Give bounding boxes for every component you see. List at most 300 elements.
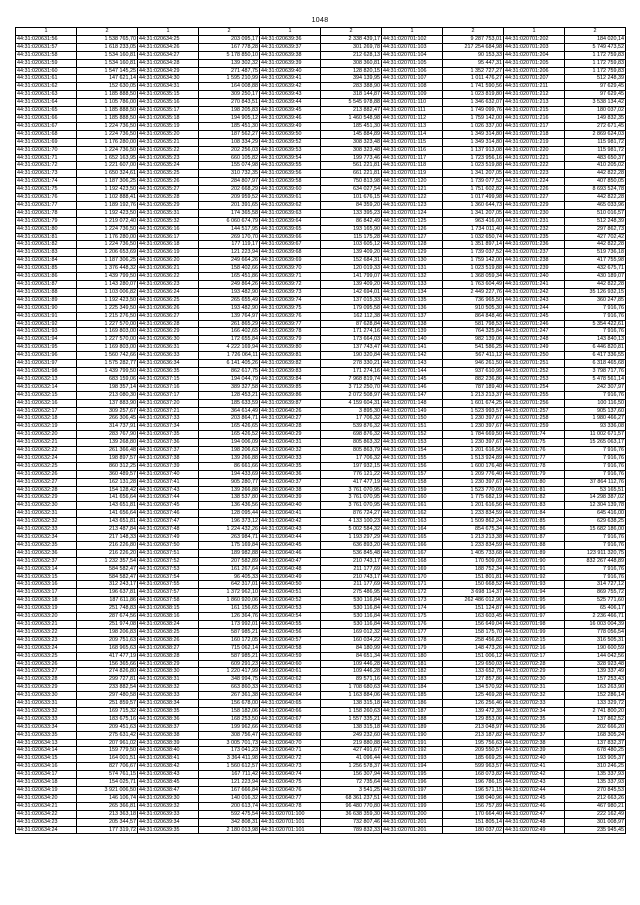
cadastral-value-cell: 1 169 803,00: [77, 328, 138, 336]
cadastral-value-cell: 342 808,31: [199, 818, 260, 826]
cadastral-number-cell: 44:31:020701:109: [382, 91, 443, 99]
cadastral-value-cell: 530 116,84: [321, 597, 382, 605]
table-row: [16, 154, 626, 162]
cadastral-value-cell: 151 006,12: [443, 652, 504, 660]
cadastral-value-cell: 283 388,90: [321, 83, 382, 91]
cadastral-value-cell: 1 192 423,50: [77, 186, 138, 194]
cadastral-value-cell: 126 256,46: [443, 700, 504, 708]
cadastral-value-cell: 213 048,97: [443, 723, 504, 731]
cadastral-number-cell: 44:31:020701:212: [504, 91, 565, 99]
cadastral-value-cell: 3 712 250,70: [321, 383, 382, 391]
cadastral-value-cell: 483 650,37: [565, 154, 626, 162]
cadastral-number-cell: 44:31:020639:46: [260, 114, 321, 122]
cadastral-number-cell: 44:31:020701:226: [504, 186, 565, 194]
table-row: [16, 225, 626, 233]
cadastral-value-cell: 308 360,81: [321, 59, 382, 67]
cadastral-number-cell: 44:31:020634:21: [16, 802, 77, 810]
cadastral-number-cell: 44:31:020640:52: [260, 597, 321, 605]
table-row: [16, 802, 626, 810]
cadastral-value-cell: 1 224 432,26: [199, 526, 260, 534]
table-row: [16, 447, 626, 455]
cadastral-value-cell: 3 761 070,95: [321, 494, 382, 502]
cadastral-number-cell: 44:31:020640:33: [260, 454, 321, 462]
table-row: [16, 35, 626, 43]
cadastral-number-cell: 44:31:020701:90: [504, 557, 565, 565]
cadastral-value-cell: 142 694,01: [321, 288, 382, 296]
cadastral-value-cell: 89 571,16: [321, 676, 382, 684]
table-row: [16, 486, 626, 494]
cadastral-number-cell: 44:31:020701:221: [504, 154, 565, 162]
cadastral-value-cell: 163 603,45: [443, 613, 504, 621]
cadastral-value-cell: 1 741 590,56: [443, 83, 504, 91]
cadastral-number-cell: 44:31:020701:140: [382, 336, 443, 344]
cadastral-number-cell: 44:31:020640:68: [260, 723, 321, 731]
cadastral-number-cell: 44:31:020638:45: [138, 779, 199, 787]
cadastral-number-cell: 44:31:020701:95: [504, 597, 565, 605]
cadastral-number-cell: 44:31:020633:23: [16, 636, 77, 644]
table-row: [16, 707, 626, 715]
cadastral-value-cell: 210 743,17: [321, 557, 382, 565]
cadastral-value-cell: 90 153,33: [443, 51, 504, 59]
cadastral-value-cell: 184 020,14: [565, 35, 626, 43]
cadastral-value-cell: 1 172 759,83: [565, 59, 626, 67]
cadastral-value-cell: 854 675,34: [443, 526, 504, 534]
cadastral-value-cell: 7 916,76: [565, 565, 626, 573]
cadastral-number-cell: 44:31:020702:34: [504, 707, 565, 715]
cadastral-number-cell: 44:31:020701:175: [382, 613, 443, 621]
cadastral-number-cell: 44:31:020701:102: [382, 35, 443, 43]
cadastral-value-cell: 5 354 422,61: [565, 320, 626, 328]
cadastral-number-cell: 44:31:020701:203: [504, 43, 565, 51]
cadastral-number-cell: 44:31:020701:240: [504, 273, 565, 281]
cadastral-value-cell: 1 652 163,95: [77, 154, 138, 162]
cadastral-value-cell: 198 206,83: [77, 628, 138, 636]
cadastral-value-cell: 194 044,79: [199, 375, 260, 383]
cadastral-number-cell: 44:31:020632:14: [16, 383, 77, 391]
cadastral-value-cell: 158 175,70: [443, 628, 504, 636]
cadastral-number-cell: 44:31:020701:82: [504, 494, 565, 502]
cadastral-value-cell: 150 668,52: [443, 581, 504, 589]
cadastral-number-cell: 44:31:020633:26: [16, 660, 77, 668]
cadastral-number-cell: 44:31:020701:256: [504, 399, 565, 407]
cadastral-number-cell: 44:31:020701:149: [382, 407, 443, 415]
cadastral-number-cell: 44:31:020640:74: [260, 771, 321, 779]
cadastral-value-cell: 6 141 405,26: [199, 360, 260, 368]
cadastral-number-cell: 44:31:020701:101: [260, 818, 321, 826]
cadastral-number-cell: 44:31:020701:222: [504, 162, 565, 170]
cadastral-number-cell: 44:31:020638:26: [138, 636, 199, 644]
cadastral-value-cell: 308 323,48: [321, 138, 382, 146]
cadastral-value-cell: 1 523 993,57: [443, 407, 504, 415]
cadastral-number-cell: 44:31:020701:193: [382, 755, 443, 763]
table-row: [16, 684, 626, 692]
cadastral-value-cell: 1 372 962,10: [199, 589, 260, 597]
cadastral-value-cell: 1 346 632,07: [443, 99, 504, 107]
cadastral-number-cell: 44:31:020701:192: [382, 747, 443, 755]
cadastral-value-cell: 185 669,25: [443, 755, 504, 763]
cadastral-value-cell: 207 961,02: [77, 739, 138, 747]
cadastral-value-cell: 14 298 387,02: [565, 494, 626, 502]
cadastral-number-cell: 44:31:020636:34: [138, 360, 199, 368]
cadastral-value-cell: 1 547 145,25: [77, 67, 138, 75]
cadastral-value-cell: 1 220 417,99: [199, 668, 260, 676]
cadastral-value-cell: 86 842,49: [321, 217, 382, 225]
cadastral-number-cell: 44:31:020640:47: [260, 557, 321, 565]
cadastral-value-cell: 314 737,91: [77, 423, 138, 431]
cadastral-number-cell: 44:31:020631:66: [16, 114, 77, 122]
cadastral-value-cell: 2 741 800,20: [565, 707, 626, 715]
table-row: [16, 415, 626, 423]
cadastral-value-cell: 189 982,88: [199, 549, 260, 557]
cadastral-number-cell: 44:31:020702:45: [504, 794, 565, 802]
cadastral-number-cell: 44:31:020638:40: [138, 747, 199, 755]
cadastral-number-cell: 44:31:020701:198: [382, 794, 443, 802]
cadastral-value-cell: 1 103 006,82: [77, 288, 138, 296]
table-row: [16, 534, 626, 542]
table-row: [16, 399, 626, 407]
cadastral-number-cell: 44:31:020640:70: [260, 739, 321, 747]
cadastral-number-cell: 44:31:020638:29: [138, 660, 199, 668]
cadastral-value-cell: 275 631,42: [77, 731, 138, 739]
cadastral-number-cell: 44:31:020639:68: [260, 249, 321, 257]
cadastral-number-cell: 44:31:020636:16: [138, 225, 199, 233]
cadastral-value-cell: 1 158 260,63: [321, 707, 382, 715]
cadastral-value-cell: 3 921 006,50: [77, 787, 138, 795]
cadastral-value-cell: 1 534 160,81: [77, 51, 138, 59]
cadastral-value-cell: 185 451,30: [199, 122, 260, 130]
cadastral-number-cell: 44:31:020701:74: [504, 431, 565, 439]
cadastral-value-cell: 166 402,65: [199, 328, 260, 336]
table-row: [16, 328, 626, 336]
cadastral-value-cell: 3 698 114,37: [443, 589, 504, 597]
cadastral-number-cell: 44:31:020701:93: [504, 581, 565, 589]
cadastral-value-cell: 198 206,63: [199, 447, 260, 455]
table-row: [16, 715, 626, 723]
cadastral-number-cell: 44:31:020638:42: [138, 763, 199, 771]
cadastral-number-cell: 44:31:020638:31: [138, 676, 199, 684]
cadastral-number-cell: 44:31:020639:44: [260, 99, 321, 107]
cadastral-value-cell: 139 472,39: [443, 707, 504, 715]
cadastral-value-cell: 876 724,27: [321, 510, 382, 518]
cadastral-value-cell: 249 664,26: [199, 257, 260, 265]
cadastral-number-cell: 44:31:020701:173: [382, 597, 443, 605]
cadastral-number-cell: 44:31:020701:170: [382, 573, 443, 581]
cadastral-number-cell: 44:31:020631:85: [16, 265, 77, 273]
cadastral-number-cell: 44:31:020639:58: [260, 178, 321, 186]
cadastral-value-cell: 133 395,23: [321, 209, 382, 217]
cadastral-value-cell: 213 363,18: [77, 810, 138, 818]
cadastral-value-cell: 7 916,76: [565, 391, 626, 399]
table-row: [16, 170, 626, 178]
cadastral-value-cell: 629 638,25: [565, 518, 626, 526]
table-row: [16, 146, 626, 154]
cadastral-value-cell: 882 236,86: [443, 375, 504, 383]
cadastral-number-cell: 44:31:020631:62: [16, 83, 77, 91]
table-row: [16, 265, 626, 273]
cadastral-number-cell: 44:31:020638:35: [138, 707, 199, 715]
cadastral-value-cell: 348 994,75: [199, 676, 260, 684]
cadastral-number-cell: 44:31:020701:206: [504, 67, 565, 75]
cadastral-number-cell: 44:31:020701:247: [504, 328, 565, 336]
cadastral-number-cell: 44:31:020701:154: [382, 447, 443, 455]
cadastral-value-cell: 1 368 059,34: [443, 273, 504, 281]
cadastral-value-cell: 789 832,33: [321, 826, 382, 834]
cadastral-value-cell: 905 280,77: [199, 478, 260, 486]
cadastral-number-cell: 44:31:020701:103: [382, 43, 443, 51]
cadastral-number-cell: 44:31:020635:25: [138, 170, 199, 178]
cadastral-number-cell: 44:31:020701:180: [382, 652, 443, 660]
table-row: [16, 233, 626, 241]
cadastral-number-cell: 44:31:020701:134: [382, 288, 443, 296]
cadastral-value-cell: 163 263,90: [565, 684, 626, 692]
header-cell: 1: [138, 28, 199, 36]
cadastral-value-cell: 121 223,94: [199, 779, 260, 787]
cadastral-number-cell: 44:31:020638:30: [138, 668, 199, 676]
cadastral-value-cell: 261 366,48: [77, 447, 138, 455]
cadastral-number-cell: 44:31:020639:64: [260, 217, 321, 225]
cadastral-value-cell: 135 337,93: [565, 779, 626, 787]
header-cell: 1: [504, 28, 565, 36]
cadastral-number-cell: 44:31:020632:30: [16, 502, 77, 510]
cadastral-value-cell: 198 205,83: [199, 107, 260, 115]
cadastral-number-cell: 44:31:020639:35: [138, 826, 199, 834]
cadastral-value-cell: 660 105,82: [199, 154, 260, 162]
cadastral-value-cell: 1 513 924,89: [443, 454, 504, 462]
cadastral-value-cell: 297 862,73: [565, 225, 626, 233]
cadastral-number-cell: 44:31:020631:59: [16, 59, 77, 67]
cadastral-value-cell: 207 582,89: [199, 557, 260, 565]
cadastral-number-cell: 44:31:020631:71: [16, 154, 77, 162]
cadastral-value-cell: 170 509,09: [443, 557, 504, 565]
cadastral-number-cell: 44:31:020634:18: [16, 779, 77, 787]
cadastral-number-cell: 44:31:020640:45: [260, 541, 321, 549]
cadastral-value-cell: 512 248,39: [565, 75, 626, 83]
cadastral-number-cell: 44:31:020701:136: [382, 304, 443, 312]
cadastral-number-cell: 44:31:020633:31: [16, 700, 77, 708]
cadastral-number-cell: 44:31:020640:66: [260, 707, 321, 715]
cadastral-value-cell: 1 523 770,09: [443, 486, 504, 494]
cadastral-number-cell: 44:31:020701:207: [504, 75, 565, 83]
cadastral-number-cell: 44:31:020702:33: [504, 700, 565, 708]
cadastral-number-cell: 44:31:020633:27: [16, 668, 77, 676]
cadastral-number-cell: 44:31:020635:20: [138, 130, 199, 138]
cadastral-number-cell: 44:31:020631:89: [16, 296, 77, 304]
cadastral-number-cell: 44:31:020632:17: [16, 407, 77, 415]
cadastral-number-cell: 44:31:020702:29: [504, 668, 565, 676]
cadastral-number-cell: 44:31:020701:191: [382, 739, 443, 747]
cadastral-number-cell: 44:31:020701:106: [382, 67, 443, 75]
cadastral-value-cell: 140 016,32: [199, 794, 260, 802]
cadastral-number-cell: 44:31:020633:28: [16, 676, 77, 684]
cadastral-number-cell: 44:31:020640:46: [260, 549, 321, 557]
cadastral-value-cell: 5 002 584,32: [321, 526, 382, 534]
cadastral-value-cell: 394 139,95: [321, 75, 382, 83]
cadastral-value-cell: 173 664,03: [321, 336, 382, 344]
cadastral-number-cell: 44:31:020639:40: [260, 67, 321, 75]
cadastral-number-cell: 44:31:020701:213: [504, 99, 565, 107]
cadastral-value-cell: 427 491,67: [321, 747, 382, 755]
cadastral-number-cell: 44:31:020638:47: [138, 787, 199, 795]
cadastral-number-cell: 44:31:020701:124: [382, 209, 443, 217]
cadastral-value-cell: 530 116,84: [321, 605, 382, 613]
cadastral-number-cell: 44:31:020636:30: [138, 336, 199, 344]
cadastral-number-cell: 44:31:020637:55: [138, 581, 199, 589]
cadastral-value-cell: 645 416,00: [565, 510, 626, 518]
cadastral-number-cell: 44:31:020631:90: [16, 304, 77, 312]
cadastral-value-cell: 512 248,39: [565, 217, 626, 225]
table-row: [16, 360, 626, 368]
cadastral-value-cell: 567 411,12: [443, 352, 504, 360]
cadastral-number-cell: 44:31:020702:42: [504, 771, 565, 779]
cadastral-number-cell: 44:31:020701:220: [504, 146, 565, 154]
cadastral-value-cell: 7 916,76: [565, 470, 626, 478]
cadastral-number-cell: 44:31:020701:152: [382, 431, 443, 439]
cadastral-value-cell: 8 693 524,78: [565, 186, 626, 194]
cadastral-value-cell: 314 727,12: [565, 581, 626, 589]
cadastral-number-cell: 44:31:020638:28: [138, 652, 199, 660]
cadastral-value-cell: 299 727,81: [77, 676, 138, 684]
cadastral-value-cell: 97 629,45: [565, 91, 626, 99]
cadastral-number-cell: 44:31:020635:23: [138, 154, 199, 162]
cadastral-number-cell: 44:31:020701:107: [382, 75, 443, 83]
cadastral-value-cell: 1 232 357,54: [77, 557, 138, 565]
cadastral-number-cell: 44:31:020635:22: [138, 146, 199, 154]
cadastral-value-cell: 265 655,49: [199, 296, 260, 304]
cadastral-value-cell: 203 864,71: [199, 415, 260, 423]
table-row: [16, 99, 626, 107]
cadastral-value-cell: 1 341 207,05: [443, 209, 504, 217]
cadastral-value-cell: 7 916,76: [565, 462, 626, 470]
cadastral-number-cell: 44:31:020701:166: [382, 541, 443, 549]
cadastral-number-cell: 44:31:020632:22: [16, 447, 77, 455]
cadastral-number-cell: 44:31:020701:236: [504, 241, 565, 249]
cadastral-number-cell: 44:31:020639:62: [260, 201, 321, 209]
cadastral-value-cell: 144 042,56: [565, 652, 626, 660]
cadastral-value-cell: 283 767,90: [77, 431, 138, 439]
cadastral-number-cell: 44:31:020640:61: [260, 668, 321, 676]
cadastral-number-cell: 44:31:020702:32: [504, 692, 565, 700]
header-cell: 1: [260, 28, 321, 36]
table-row: [16, 755, 626, 763]
table-row: [16, 494, 626, 502]
cadastral-number-cell: 44:31:020640:60: [260, 660, 321, 668]
cadastral-value-cell: 202 666,20: [565, 723, 626, 731]
cadastral-value-cell: 199 962,66: [199, 723, 260, 731]
cadastral-value-cell: 1 011 476,27: [443, 75, 504, 83]
table-row: [16, 383, 626, 391]
cadastral-value-cell: 1 751 602,82: [443, 186, 504, 194]
cadastral-number-cell: 44:31:020701:156: [382, 462, 443, 470]
cadastral-value-cell: 2 869 624,03: [565, 130, 626, 138]
cadastral-number-cell: 44:31:020640:59: [260, 652, 321, 660]
cadastral-number-cell: 44:31:020701:231: [504, 217, 565, 225]
cadastral-number-cell: 44:31:020632:32: [16, 518, 77, 526]
cadastral-value-cell: 442 822,28: [565, 194, 626, 202]
cadastral-value-cell: 36 638 359,30: [321, 810, 382, 818]
cadastral-number-cell: 44:31:020633:21: [16, 620, 77, 628]
cadastral-value-cell: 1 775 682,19: [443, 494, 504, 502]
cadastral-number-cell: 44:31:020701:105: [382, 59, 443, 67]
cadastral-value-cell: 151 805,14: [443, 818, 504, 826]
cadastral-number-cell: 44:31:020635:21: [138, 138, 199, 146]
cadastral-value-cell: 274 826,80: [77, 668, 138, 676]
table-row: [16, 794, 626, 802]
cadastral-number-cell: 44:31:020639:50: [260, 130, 321, 138]
cadastral-value-cell: 364 614,49: [199, 407, 260, 415]
table-row: [16, 660, 626, 668]
cadastral-number-cell: 44:31:020633:18: [16, 597, 77, 605]
cadastral-number-cell: 44:31:020633:30: [16, 692, 77, 700]
cadastral-number-cell: 44:31:020633:19: [16, 605, 77, 613]
cadastral-value-cell: 736 965,50: [443, 296, 504, 304]
cadastral-value-cell: 642 317,01: [199, 581, 260, 589]
cadastral-number-cell: 44:31:020631:57: [16, 43, 77, 51]
cadastral-number-cell: 44:31:020631:96: [16, 352, 77, 360]
cadastral-number-cell: 44:31:020634:29: [138, 67, 199, 75]
cadastral-value-cell: 309 257,67: [77, 407, 138, 415]
cadastral-number-cell: 44:31:020639:66: [260, 233, 321, 241]
cadastral-value-cell: 1 601 674,25: [443, 399, 504, 407]
cadastral-number-cell: 44:31:020638:27: [138, 644, 199, 652]
cadastral-number-cell: 44:31:020638:15: [138, 605, 199, 613]
table-row: [16, 747, 626, 755]
table-row: [16, 581, 626, 589]
cadastral-number-cell: 44:31:020631:58: [16, 51, 77, 59]
cadastral-number-cell: 44:31:020701:177: [382, 628, 443, 636]
table-row: [16, 336, 626, 344]
cadastral-value-cell: 417 755,98: [565, 257, 626, 265]
cadastral-number-cell: 44:31:020701:168: [382, 557, 443, 565]
cadastral-value-cell: 17 706,32: [321, 454, 382, 462]
cadastral-value-cell: 125 469,28: [443, 692, 504, 700]
table-row: [16, 352, 626, 360]
cadastral-value-cell: 210 743,17: [321, 573, 382, 581]
cadastral-number-cell: 44:31:020631:78: [16, 209, 77, 217]
cadastral-value-cell: 3 761 070,95: [321, 502, 382, 510]
cadastral-number-cell: 44:31:020701:151: [382, 423, 443, 431]
cadastral-number-cell: 44:31:020639:56: [260, 170, 321, 178]
cadastral-number-cell: 44:31:020701:133: [382, 281, 443, 289]
cadastral-number-cell: 44:31:020640:58: [260, 644, 321, 652]
cadastral-value-cell: 16 003 004,39: [565, 620, 626, 628]
cadastral-value-cell: 162 112,38: [321, 312, 382, 320]
cadastral-number-cell: 44:31:020631:60: [16, 67, 77, 75]
cadastral-number-cell: 44:31:020701:232: [504, 225, 565, 233]
cadastral-value-cell: 1 560 742,66: [77, 352, 138, 360]
cadastral-value-cell: 84 651,34: [321, 652, 382, 660]
cadastral-value-cell: 284 807,97: [199, 178, 260, 186]
cadastral-value-cell: 1 201 616,56: [443, 447, 504, 455]
table-row: [16, 67, 626, 75]
cadastral-value-cell: 169 715,32: [77, 707, 138, 715]
cadastral-number-cell: 44:31:020631:73: [16, 170, 77, 178]
cadastral-value-cell: 17 706,32: [321, 415, 382, 423]
cadastral-value-cell: 561 221,81: [321, 162, 382, 170]
cadastral-number-cell: 44:31:020639:30: [138, 794, 199, 802]
cadastral-value-cell: 1 860 920,06: [199, 597, 260, 605]
cadastral-number-cell: 44:31:020701:81: [504, 486, 565, 494]
cadastral-number-cell: 44:31:020639:42: [260, 83, 321, 91]
cadastral-value-cell: 137 832,37: [565, 739, 626, 747]
cadastral-number-cell: 44:31:020701:113: [382, 122, 443, 130]
cadastral-value-cell: 160 034,22: [321, 636, 382, 644]
cadastral-value-cell: 1 575 282,77: [77, 360, 138, 368]
cadastral-value-cell: 95 447,31: [443, 59, 504, 67]
cadastral-number-cell: 44:31:020638:37: [138, 723, 199, 731]
header-cell: 2: [77, 28, 138, 36]
cadastral-number-cell: 44:31:020637:44: [138, 494, 199, 502]
cadastral-number-cell: 44:31:020640:64: [260, 692, 321, 700]
